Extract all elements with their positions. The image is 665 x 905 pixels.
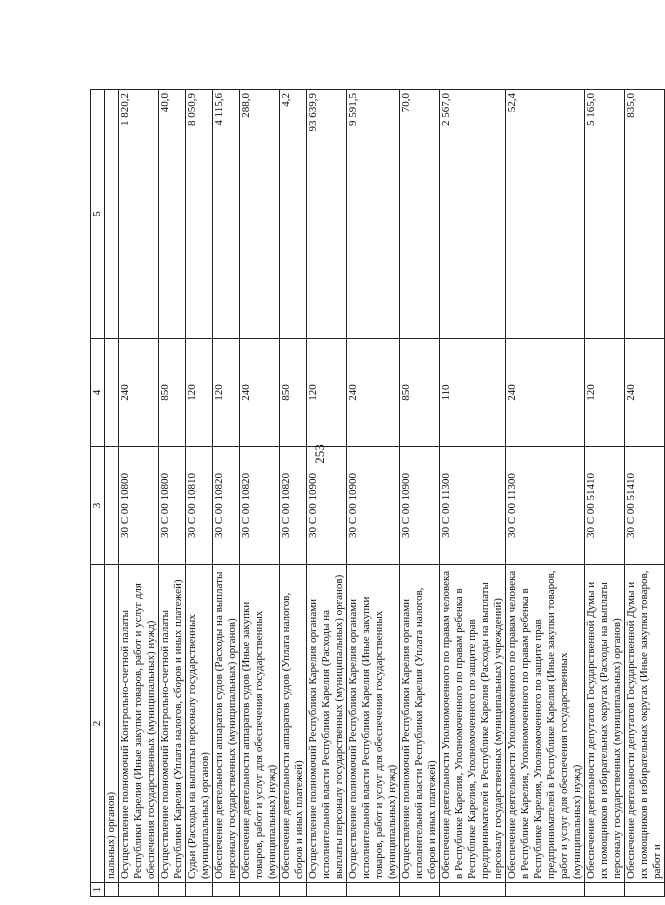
table-body	[105, 90, 665, 897]
cell-code	[105, 447, 119, 565]
cell-col-1	[400, 883, 440, 897]
cell-expense-type: 240	[240, 339, 280, 447]
cell-description: Обеспечение деятельности Уполномоченного по правам человека в Республике Карелия, Уполномоченного по правам ребенка в Республике Карелия, Уполномоченного по защите прав предпринимателей в Республике Карелия (Расходы на выплаты персоналу государственных (муниципальных) учреждений)	[440, 565, 506, 883]
table-row	[585, 90, 625, 897]
cell-amount: 835,0	[625, 90, 665, 339]
cell-code: 30 С 00 10800	[159, 447, 186, 565]
cell-expense-type: 240	[119, 339, 159, 447]
col-5-header: 5	[91, 90, 105, 339]
table-row	[625, 90, 665, 897]
cell-description: Осуществление полномочий Республики Карелия органами исполнительной власти Республики Карелия (Расходы на выплаты персоналу государственных (муниципальных) органов)	[307, 565, 347, 883]
cell-col-1	[440, 883, 506, 897]
cell-amount: 288,0	[240, 90, 280, 339]
cell-amount: 8 050,9	[186, 90, 213, 339]
table-row	[213, 90, 240, 897]
budget-table	[90, 89, 665, 897]
cell-description: Осуществление полномочий Контрольно-счетной палаты Республики Карелия (Уплата налогов, сборов и иных платежей)	[159, 565, 186, 883]
cell-col-1	[506, 883, 585, 897]
cell-expense-type: 850	[159, 339, 186, 447]
cell-expense-type: 120	[213, 339, 240, 447]
cell-code: 30 С 00 10820	[213, 447, 240, 565]
cell-description: Обеспечение деятельности аппаратов судов (Уплата налогов, сборов и иных платежей)	[280, 565, 307, 883]
cell-col-1	[240, 883, 280, 897]
cell-code: 30 С 00 10900	[347, 447, 400, 565]
cell-col-1	[347, 883, 400, 897]
table-row	[307, 90, 347, 897]
col-4-header: 4	[91, 339, 105, 447]
cell-amount: 1 820,2	[119, 90, 159, 339]
cell-code: 30 С 00 11300	[506, 447, 585, 565]
cell-expense-type: 120	[307, 339, 347, 447]
col-1-header: 1	[91, 883, 105, 897]
cell-expense-type: 120	[186, 339, 213, 447]
table-row	[105, 90, 119, 897]
cell-col-1	[105, 883, 119, 897]
cell-description: Обеспечение деятельности депутатов Государственной Думы и их помощников в избирательных округах (Иные закупки товаров, работ и	[625, 565, 665, 883]
table-row	[240, 90, 280, 897]
table-header-row	[91, 90, 105, 897]
table-row	[280, 90, 307, 897]
table-row	[186, 90, 213, 897]
cell-amount: 93 639,9	[307, 90, 347, 339]
cell-code: 30 С 00 10820	[240, 447, 280, 565]
cell-code: 30 С 00 51410	[625, 447, 665, 565]
cell-description: пальных) органов)	[105, 565, 119, 883]
cell-description: Осуществление полномочий Республики Карелия органами исполнительной власти Республики Карелия (Уплата налогов, сборов и иных платежей)	[400, 565, 440, 883]
cell-expense-type: 850	[280, 339, 307, 447]
cell-code: 30 С 00 10900	[307, 447, 347, 565]
cell-expense-type	[105, 339, 119, 447]
cell-col-1	[307, 883, 347, 897]
cell-description: Судьи (Расходы на выплаты персоналу государственных (муниципальных) органов)	[186, 565, 213, 883]
cell-description: Обеспечение деятельности аппаратов судов (Иные закупки товаров, работ и услуг для обеспечения государственных (муниципальных) нужд)	[240, 565, 280, 883]
cell-col-1	[159, 883, 186, 897]
table-row	[506, 90, 585, 897]
cell-amount: 2 567,0	[440, 90, 506, 339]
cell-expense-type: 110	[440, 339, 506, 447]
cell-expense-type: 240	[625, 339, 665, 447]
cell-col-1	[186, 883, 213, 897]
cell-description: Обеспечение деятельности депутатов Государственной Думы и их помощников в избирательных округах (Расходы на выплаты персоналу государственных (муниципальных) органов)	[585, 565, 625, 883]
cell-expense-type: 240	[506, 339, 585, 447]
cell-description: Обеспечение деятельности Уполномоченного по правам человека в Республике Карелия, Уполномоченного по правам ребенка в Республике Карелия, Уполномоченного по защите прав предпринимателей в Республике Карелия (Иные закупки товаров, работ и услуг для обеспечения государственных (муниципальных) нужд)	[506, 565, 585, 883]
cell-amount: 52,4	[506, 90, 585, 339]
table-row	[347, 90, 400, 897]
cell-expense-type: 240	[347, 339, 400, 447]
rotated-page	[90, 90, 663, 897]
cell-amount: 70,0	[400, 90, 440, 339]
table-row	[440, 90, 506, 897]
cell-amount	[105, 90, 119, 339]
cell-amount: 40,0	[159, 90, 186, 339]
cell-amount: 5 165,0	[585, 90, 625, 339]
table-row	[119, 90, 159, 897]
cell-code: 30 С 00 10800	[119, 447, 159, 565]
cell-code: 30 С 00 10900	[400, 447, 440, 565]
cell-code: 30 С 00 10810	[186, 447, 213, 565]
cell-col-1	[625, 883, 665, 897]
col-2-header: 2	[91, 565, 105, 883]
cell-code: 30 С 00 10820	[280, 447, 307, 565]
col-3-header: 3	[91, 447, 105, 565]
cell-amount: 9 591,5	[347, 90, 400, 339]
cell-code: 30 С 00 11300	[440, 447, 506, 565]
cell-col-1	[213, 883, 240, 897]
cell-col-1	[280, 883, 307, 897]
cell-col-1	[119, 883, 159, 897]
page-number: 253	[312, 444, 327, 464]
cell-amount: 4,2	[280, 90, 307, 339]
table-row	[159, 90, 186, 897]
table-row	[400, 90, 440, 897]
cell-col-1	[585, 883, 625, 897]
cell-description: Осуществление полномочий Республики Карелия органами исполнительной власти Республики Карелия (Иные закупки товаров, работ и услуг для обеспечения государственных (муниципальных) нужд)	[347, 565, 400, 883]
cell-expense-type: 850	[400, 339, 440, 447]
cell-amount: 4 115,6	[213, 90, 240, 339]
cell-description: Обеспечение деятельности аппаратов судов (Расходы на выплаты персоналу государственных (муниципальных) органов)	[213, 565, 240, 883]
cell-code: 30 С 00 51410	[585, 447, 625, 565]
cell-expense-type: 120	[585, 339, 625, 447]
cell-description: Осуществление полномочий Контрольно-счетной палаты Республики Карелия (Иные закупки товаров, работ и услуг для обеспечения государственных (муниципальных) нужд)	[119, 565, 159, 883]
